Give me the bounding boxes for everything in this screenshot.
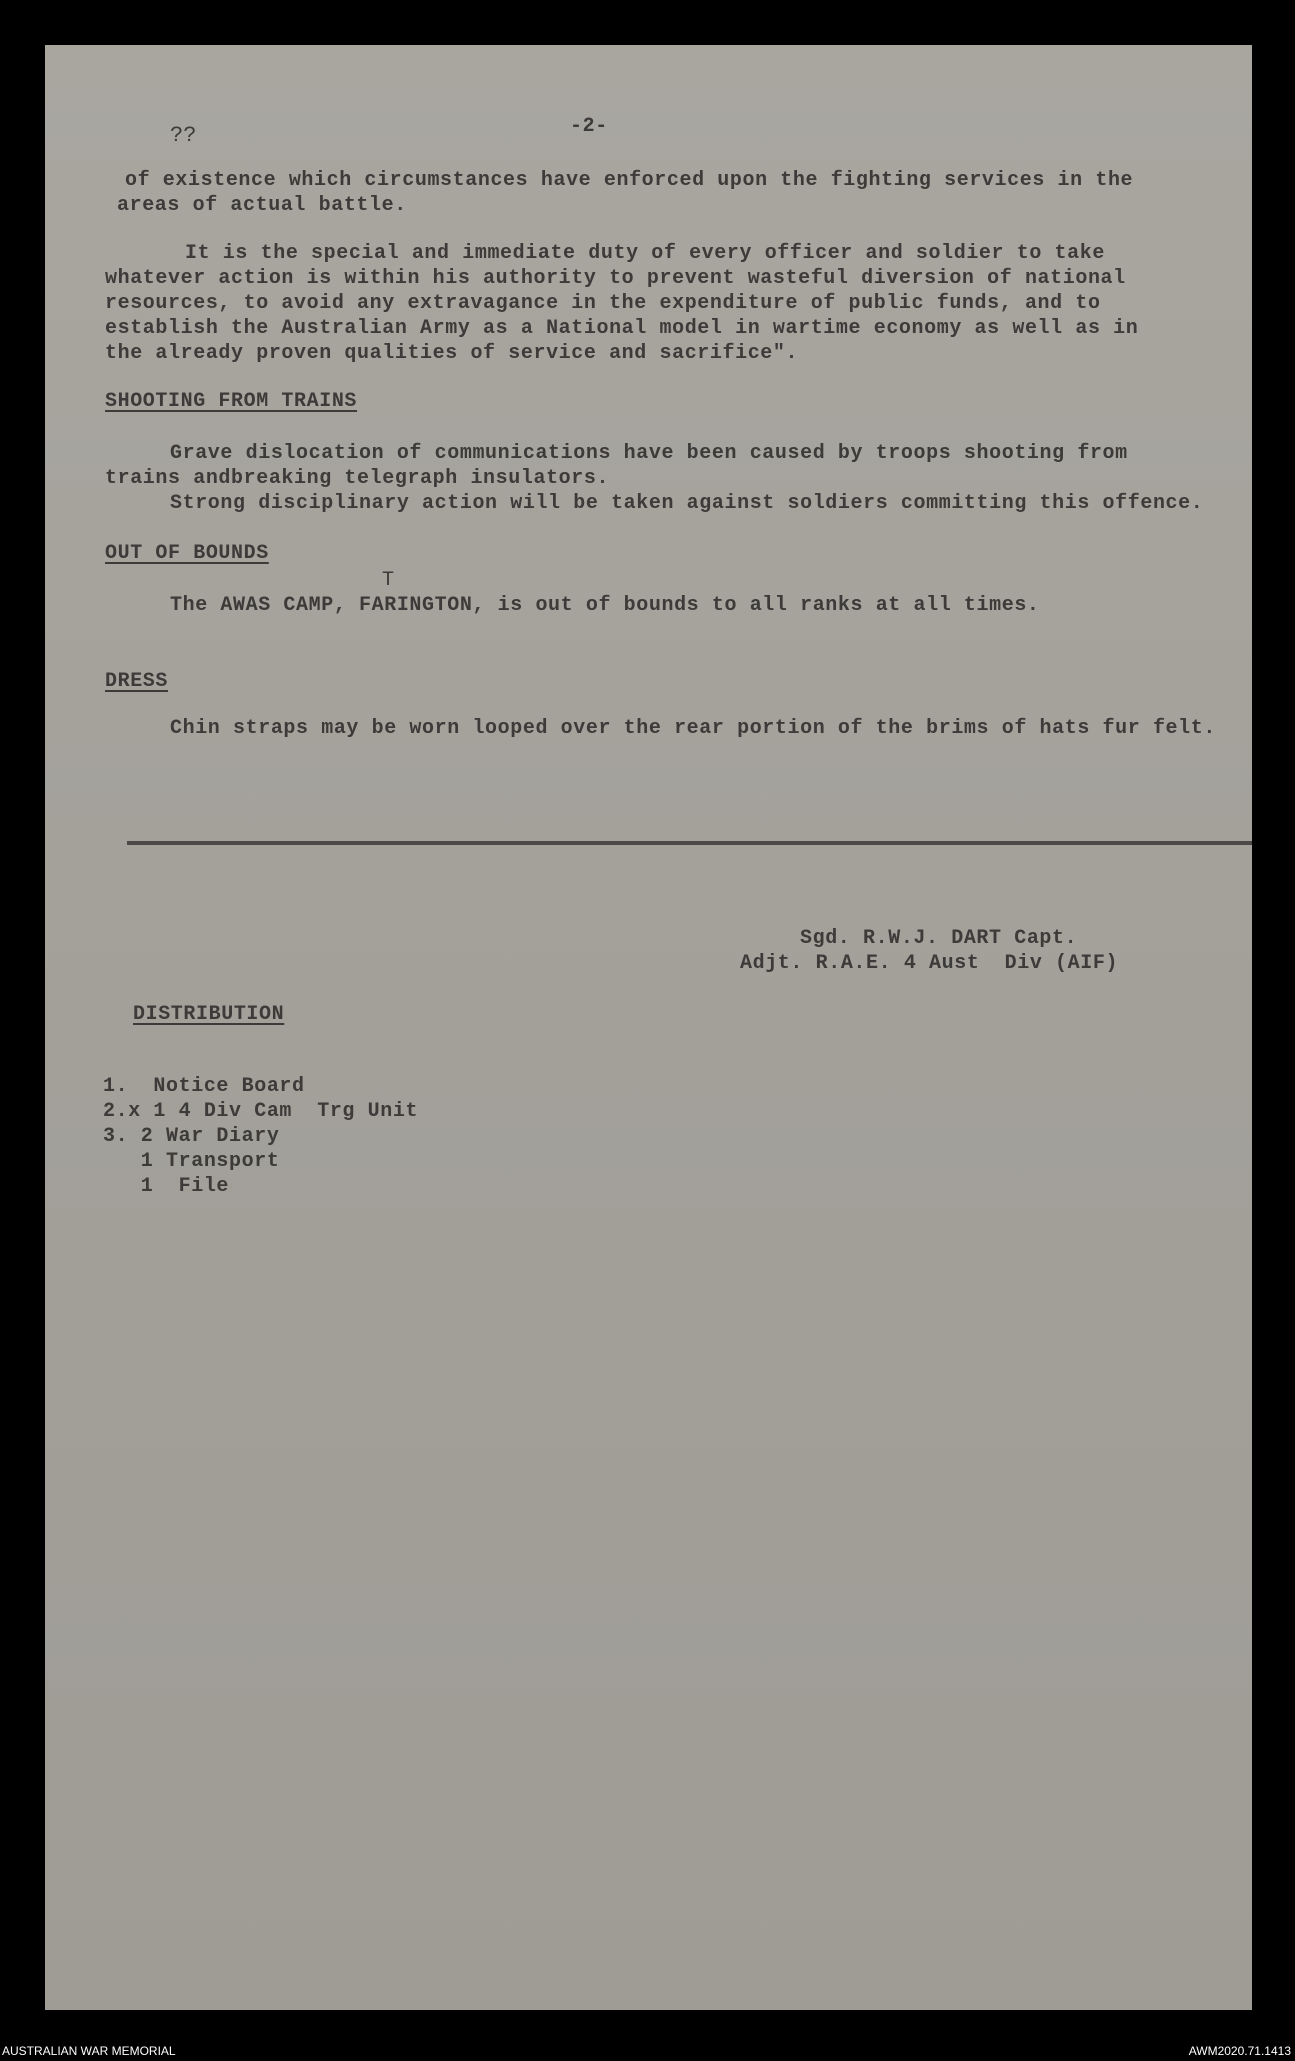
paragraph-line: establish the Australian Army as a National model in wartime economy as well as in <box>105 317 1139 340</box>
section-heading-dress: DRESS <box>105 670 169 693</box>
distribution-item: 1 File <box>103 1175 230 1198</box>
paragraph-line: areas of actual battle. <box>117 194 407 217</box>
margin-mark: ?? <box>170 123 197 148</box>
footer-source: AUSTRALIAN WAR MEMORIAL <box>2 2044 176 2058</box>
footer-id: AWM2020.71.1413 <box>1188 2044 1291 2058</box>
signature-line: Sgd. R.W.J. DART Capt. <box>800 927 1078 950</box>
section-line: Grave dislocation of communications have been caused by troops shooting from <box>170 442 1128 465</box>
distribution-item: 2.x 1 4 Div Cam Trg Unit <box>103 1100 419 1123</box>
distribution-item: 1. Notice Board <box>103 1075 305 1098</box>
paragraph-line: resources, to avoid any extravagance in the expenditure of public funds, and to <box>105 292 1101 315</box>
document-page <box>45 45 1252 2010</box>
insertion-mark: T <box>382 569 395 592</box>
distribution-item: 1 Transport <box>103 1150 280 1173</box>
section-line: Chin straps may be worn looped over the rear portion of the brims of hats fur felt. <box>170 717 1216 740</box>
section-heading-shooting: SHOOTING FROM TRAINS <box>105 390 358 413</box>
section-line: Strong disciplinary action will be taken against soldiers committing this offence. <box>170 492 1204 515</box>
section-heading-out-of-bounds: OUT OF BOUNDS <box>105 542 269 565</box>
paragraph-line: whatever action is within his authority to prevent wasteful diversion of national <box>105 267 1126 290</box>
distribution-heading: DISTRIBUTION <box>133 1003 285 1026</box>
section-line: The AWAS CAMP, FARINGTON, is out of bounds to all ranks at all times. <box>170 594 1040 617</box>
divider-rule <box>127 841 1252 845</box>
paragraph-line: of existence which circumstances have enforced upon the fighting services in the <box>125 169 1134 192</box>
distribution-item: 3. 2 War Diary <box>103 1125 280 1148</box>
paragraph-line: the already proven qualities of service and sacrifice". <box>105 342 799 365</box>
paragraph-line: It is the special and immediate duty of every officer and soldier to take <box>185 242 1105 265</box>
section-line: trains andbreaking telegraph insulators. <box>105 467 610 490</box>
page-number: -2- <box>570 115 608 138</box>
signature-title: Adjt. R.A.E. 4 Aust Div (AIF) <box>740 952 1119 975</box>
